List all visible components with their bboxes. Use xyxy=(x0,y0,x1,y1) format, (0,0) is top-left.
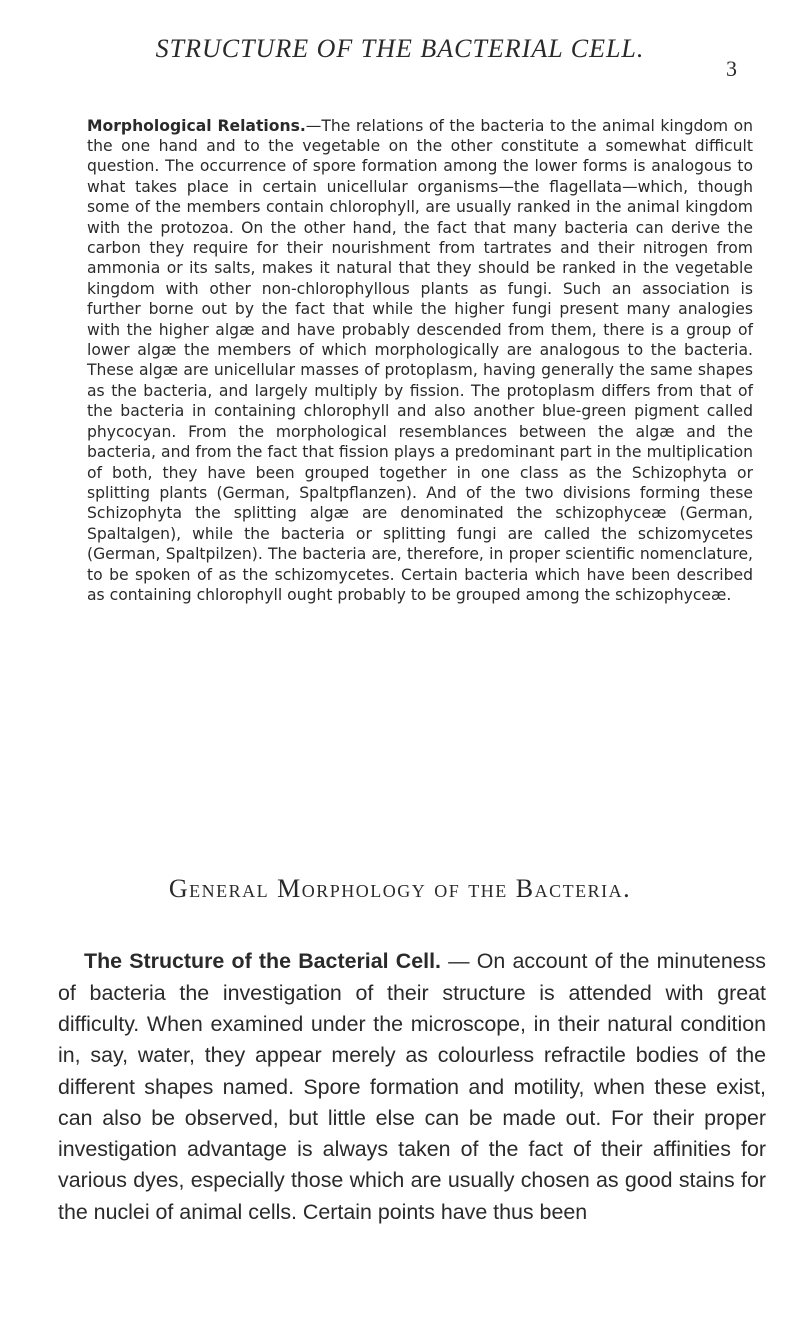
paragraph-body: —The relations of the bacteria to the animal kingdom on the one hand and to the vegetable on the other constitute a somewhat difficult question. The occurrence of spore formation among the lower forms is analogous to what takes place in certain unicellular organisms—the flagellata—which, though some of the members contain chlorophyll, are usually ranked in the animal kingdom with the protozoa. On the other hand, the fact that many bacteria can derive the carbon they require for their nourishment from tartrates and their nitrogen from ammonia or its salts, makes it natural that they should be ranked in the vegetable kingdom with other non-chlorophyllous plants as fungi. Such an association is further borne out by the fact that while the higher fungi present many analogies with the higher algæ and have probably descended from them, there is a group of lower algæ the members of which morphologically are analogous to the bacteria. These algæ are unicellular masses of protoplasm, having generally the same shapes as the bacteria, and largely multiply by fission. The protoplasm differs from that of the bacteria in containing chlorophyll and also another blue-green pigment called phycocyan. From the morphological resemblances between the algæ and the bacteria, and from the fact that fission plays a predominant part in the multiplication of both, they have been grouped together in one class as the Schizophyta or splitting plants (German, Spaltpflanzen). And of the two divisions forming these Schizophyta the splitting algæ are denominated the schizophyceæ (German, Spaltalgen), while the bacteria or splitting fungi are called the schizomycetes (German, Spaltpilzen). The bacteria are, therefore, in proper scientific nomenclature, to be spoken of as the schizomycetes. Certain bacteria which have been described as containing chlorophyll ought probably to be grouped among the schizophyceæ. xyxy=(87,116,753,604)
section-heading: General Morphology of the Bacteria. xyxy=(168,874,632,903)
paragraph-body: — On account of the minuteness of bacteria the investigation of their structure is attended with great difficulty. When examined under the microscope, in their natural condition in, say, water, they appear merely as colourless refractile bodies of the different shapes named. Spore formation and motility, when these exist, can also be observed, but little else can be made out. For their proper investigation advantage is always taken of the fact of their affinities for various dyes, especially those which are usually chosen as good stains for the nuclei of animal cells. Certain points have thus been xyxy=(58,949,767,1224)
runin-heading: Morphological Relations. xyxy=(87,116,306,135)
runin-heading: The Structure of the Bacterial Cell. xyxy=(84,949,441,974)
page-number: 3 xyxy=(726,56,737,81)
running-head: STRUCTURE OF THE BACTERIAL CELL. xyxy=(155,34,645,63)
paragraph-bacterial-cell-structure xyxy=(58,946,766,1228)
paragraph-morphological-relations xyxy=(87,116,753,606)
